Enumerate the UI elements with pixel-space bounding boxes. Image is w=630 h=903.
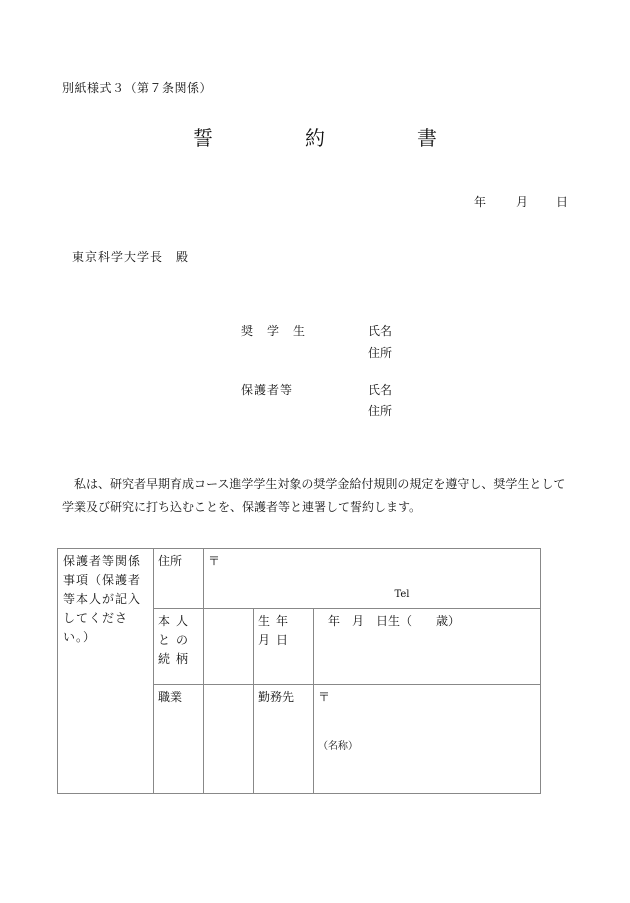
occupation-field[interactable] — [204, 685, 254, 794]
relation-field[interactable] — [204, 609, 254, 685]
date-year-label: 年 — [474, 195, 487, 209]
guardian-address-label: 住所 — [368, 404, 393, 418]
workplace-field[interactable] — [314, 685, 541, 794]
signatory-role-guardian: 保護者等 — [241, 383, 294, 397]
pledge-text: 私は、研究者早期育成コース進学学生対象の奨学金給付規則の規定を遵守し、奨学生として学業及び研究に打ち込むことを、保護者等と連署して誓約します。 — [62, 477, 566, 514]
addressee: 東京科学大学長 殿 — [72, 250, 190, 264]
guardian-section-header: 保護者等関係事項（保護者等本人が記入してください。） — [58, 549, 154, 794]
postal-mark: 〒 — [208, 554, 221, 568]
student-address-label: 住所 — [368, 346, 393, 360]
relation-label: 本人との続柄 — [154, 609, 204, 685]
student-name-label: 氏名 — [368, 324, 393, 338]
signatory-role-student: 奨 学 生 — [241, 324, 307, 338]
date-month-label: 月 — [516, 195, 529, 209]
workplace-postal-mark: 〒 — [318, 690, 331, 704]
workplace-label: 勤務先 — [254, 685, 314, 794]
guardian-info-table — [57, 548, 541, 794]
address-field[interactable] — [204, 549, 541, 609]
birthdate-field[interactable]: 年 月 日生（ 歳） — [314, 609, 541, 685]
workplace-name-label: （名称） — [318, 741, 358, 752]
document-title: 誓 約 書 — [193, 126, 473, 150]
occupation-label: 職業 — [154, 685, 204, 794]
birthdate-label: 生年月日 — [254, 609, 314, 685]
form-code: 別紙様式３（第７条関係） — [62, 81, 213, 95]
tel-label: Tel — [394, 589, 410, 600]
date-day-label: 日 — [556, 195, 569, 209]
guardian-name-label: 氏名 — [368, 383, 393, 397]
address-label: 住所 — [154, 549, 204, 609]
